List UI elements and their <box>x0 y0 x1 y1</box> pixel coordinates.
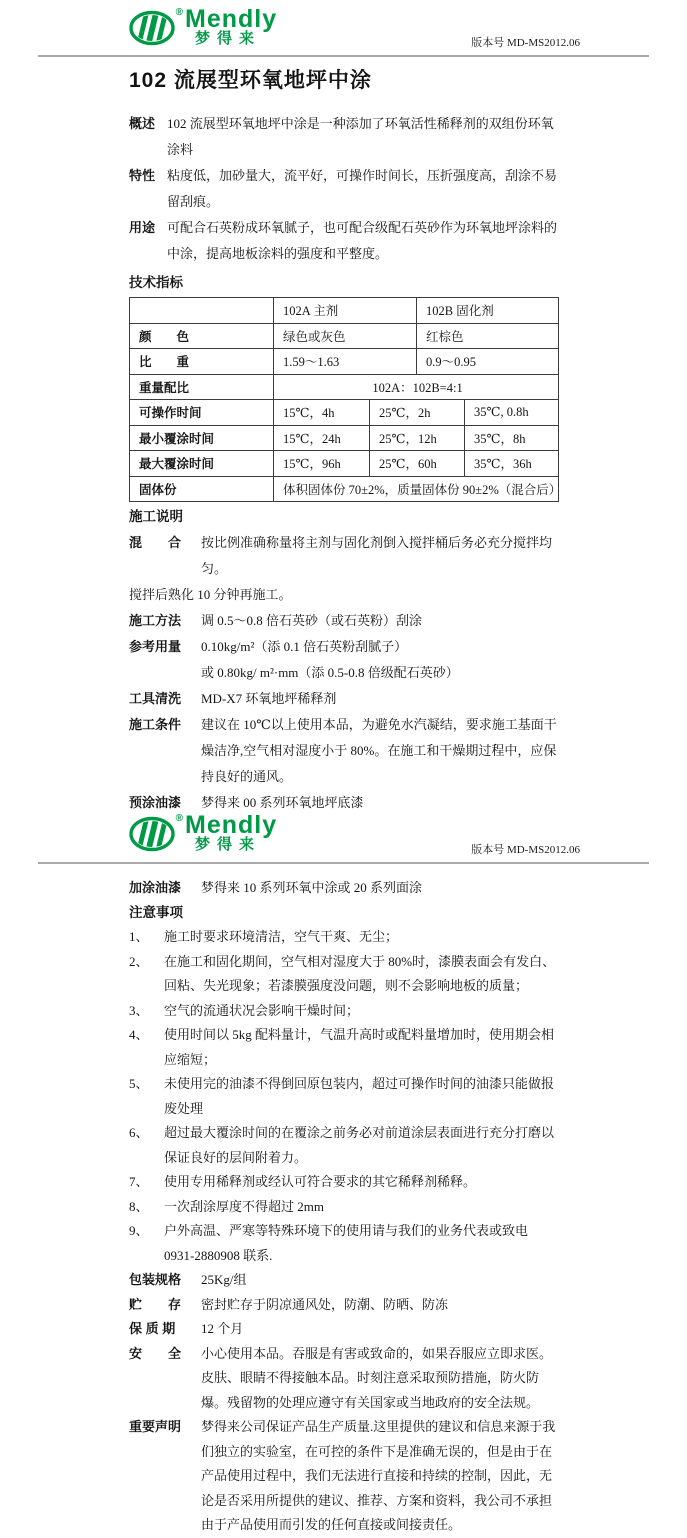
color-a-value: 绿色或灰色 <box>274 323 417 349</box>
version-number: 版本号 MD-MS2012.06 <box>471 844 580 856</box>
packing-label: 包装规格 <box>129 1272 182 1287</box>
shelf-life-text: 12 个月 <box>201 1321 244 1336</box>
brand-name-cn: 梦得来 <box>195 836 262 853</box>
dosage-row <box>129 634 560 686</box>
mixing-continuation: 搅拌后熟化 10 分钟再施工。 <box>129 587 292 602</box>
construction-heading: 施工说明 <box>129 509 183 524</box>
color-b-value: 红棕色 <box>417 323 559 349</box>
disclaimer-label: 重要声明 <box>129 1419 182 1434</box>
solids-label: 固体份 <box>130 476 274 502</box>
packing-text: 25Kg/组 <box>201 1272 247 1287</box>
method-label: 施工方法 <box>129 613 182 628</box>
gravity-label: 比 重 <box>130 349 274 375</box>
ratio-label: 重量配比 <box>130 374 274 400</box>
note-number: 7、 <box>129 1174 149 1189</box>
ratio-value: 102A：102B=4:1 <box>274 374 559 400</box>
shelf-life-label: 保 质 期 <box>129 1321 176 1336</box>
mendly-logo <box>129 811 278 853</box>
max-recoat-label: 最大覆涂时间 <box>130 451 274 477</box>
logo-text <box>185 811 278 853</box>
component-a-header: 102A 主剂 <box>274 298 417 324</box>
usage-text: 可配合石英粉成环氧腻子，也可配合级配石英砂作为环氧地坪涂料的中涂，提高地板涂料的强度和平整度。 <box>167 220 558 261</box>
cleaning-label: 工具清洗 <box>129 691 182 706</box>
precoat-label: 预涂油漆 <box>129 795 182 810</box>
component-b-header: 102B 固化剂 <box>417 298 559 324</box>
notes-list <box>129 925 560 1268</box>
disclaimer-text: 梦得来公司保证产品生产质量.这里提供的建议和信息来源于我们独立的实验室，在可控的条件下是准确无误的，但是由于在产品使用过程中，我们无法进行直接和持续的控制，因此，无论是否采用所提供的建议、推荐、方案和资料，我公司不承担由于产品使用而引发的任何直接或间接责任。 <box>201 1419 556 1532</box>
min-recoat-35c: 35℃，8h <box>465 425 559 451</box>
empty-header-cell <box>130 298 274 324</box>
max-recoat-15c: 15℃，96h <box>274 451 370 477</box>
note-item-2 <box>129 950 560 999</box>
mixing-text: 按比例准确称量将主剂与固化剂倒入搅拌桶后务必充分搅拌均匀。 <box>201 535 553 576</box>
version-number: 版本号 MD-MS2012.06 <box>471 37 580 49</box>
overview-label: 概述 <box>129 116 156 131</box>
storage-text: 密封贮存于阴凉通风处，防潮、防晒、防冻 <box>201 1296 449 1312</box>
packing-row <box>129 1268 560 1293</box>
method-text: 调 0.5～0.8 倍石英砂（或石英粉）刮涂 <box>201 613 423 628</box>
pot-life-label: 可操作时间 <box>130 400 274 426</box>
note-number: 8、 <box>129 1198 149 1214</box>
mixing-row <box>129 530 560 582</box>
note-item-1 <box>129 925 560 950</box>
note-item-9 <box>129 1219 560 1268</box>
page-header <box>0 0 687 55</box>
min-recoat-label: 最小覆涂时间 <box>130 425 274 451</box>
brand-name-en: Mendly <box>185 811 278 839</box>
note-text: 使用时间以 5kg 配料量计，气温升高时或配料量增加时，使用期会相应缩短； <box>164 1027 555 1067</box>
tech-specs-table <box>129 297 562 502</box>
note-item-6 <box>129 1121 560 1170</box>
shelf-life-row <box>129 1317 560 1342</box>
note-number: 4、 <box>129 1027 149 1042</box>
min-recoat-25c: 25℃，12h <box>370 425 465 451</box>
mendly-logo <box>129 5 278 47</box>
precoat-text: 梦得来 00 系列环氧地坪底漆 <box>201 795 364 810</box>
tech-specs-heading: 技术指标 <box>129 275 183 290</box>
features-text: 粘度低，加砂量大，流平好，可操作时间长，压折强度高，刮涂不易留刮痕。 <box>167 168 558 209</box>
page-header <box>0 800 687 862</box>
document-title: 102 流展型环氧地坪中涂 <box>129 69 372 92</box>
features-row <box>129 163 560 215</box>
registered-trademark-icon: ® <box>175 7 183 18</box>
header-divider <box>38 55 649 57</box>
logo-text <box>185 5 278 47</box>
storage-row <box>129 1293 560 1318</box>
cleaning-text: MD-X7 环氧地坪稀释剂 <box>201 691 337 706</box>
note-item-4 <box>129 1023 560 1072</box>
table-row-header <box>130 298 559 324</box>
conditions-row <box>129 712 560 790</box>
pot-life-15c: 15℃，4h <box>274 400 370 426</box>
page-2-content <box>129 876 560 1538</box>
color-label: 颜 色 <box>130 323 274 349</box>
gravity-a-value: 1.59～1.63 <box>274 349 417 375</box>
note-item-8 <box>129 1195 560 1220</box>
table-row-ratio <box>130 374 559 400</box>
note-text: 空气的流通状况会影响干燥时间； <box>164 1002 360 1018</box>
table-row-max-recoat <box>130 451 559 477</box>
header-divider <box>38 862 649 864</box>
pot-life-25c: 25℃，2h <box>370 400 465 426</box>
disclaimer-row <box>129 1415 560 1538</box>
gravity-b-value: 0.9～0.95 <box>417 349 559 375</box>
table-row-min-recoat <box>130 425 559 451</box>
registered-trademark-icon: ® <box>175 813 183 824</box>
conditions-label: 施工条件 <box>129 717 182 732</box>
note-number: 1、 <box>129 929 149 944</box>
features-label: 特性 <box>129 168 156 183</box>
table-row-pot-life <box>130 400 559 426</box>
note-number: 3、 <box>129 1002 149 1018</box>
note-item-7 <box>129 1170 560 1195</box>
min-recoat-15c: 15℃，24h <box>274 425 370 451</box>
note-number: 9、 <box>129 1223 149 1238</box>
solids-value: 体积固体份 70±2%，质量固体份 90±2%（混合后） <box>274 476 559 502</box>
note-text: 一次刮涂厚度不得超过 2mm <box>164 1198 324 1214</box>
dosage-line-2: 或 0.80kg/ m²·mm（添 0.5-0.8 倍级配石英砂） <box>201 665 459 680</box>
intro-section <box>129 111 560 267</box>
note-text: 户外高温、严寒等特殊环境下的使用请与我们的业务代表或致电 0931-2880908 联系. <box>164 1223 529 1263</box>
pot-life-35c: 35℃, 0.8h <box>465 400 559 426</box>
storage-label: 贮 存 <box>129 1296 182 1312</box>
brand-name-en: Mendly <box>185 5 278 33</box>
topcoat-label: 加涂油漆 <box>129 880 182 895</box>
topcoat-text: 梦得来 10 系列环氧中涂或 20 系列面涂 <box>201 880 423 895</box>
table-row-solids <box>130 476 559 502</box>
note-text: 超过最大覆涂时间的在覆涂之前务必对前道涂层表面进行充分打磨以保证良好的层间附着力。 <box>164 1125 555 1165</box>
table-row-gravity <box>130 349 559 375</box>
dosage-line-1: 0.10kg/m²（添 0.1 倍石英粉刮腻子） <box>201 639 408 654</box>
method-row <box>129 608 560 634</box>
note-text: 在施工和固化期间，空气相对湿度大于 80%时，漆膜表面会有发白、回粘、失光现象；若漆膜强度没问题，则不会影响地板的质量； <box>164 953 556 993</box>
notes-heading: 注意事项 <box>129 904 183 920</box>
mendly-logo-icon <box>129 8 181 46</box>
mixing-label: 混 合 <box>129 535 182 550</box>
topcoat-row <box>129 876 560 901</box>
overview-text: 102 流展型环氧地坪中涂是一种添加了环氧活性稀释剂的双组份环氧涂料 <box>167 116 554 157</box>
datasheet-page-2 <box>0 800 687 1535</box>
mendly-logo-icon <box>129 814 181 852</box>
note-text: 使用专用稀释剂或经认可符合要求的其它稀释剂稀释。 <box>164 1174 477 1189</box>
conditions-text: 建议在 10℃以上使用本品，为避免水汽凝结，要求施工基面干燥洁净,空气相对湿度小于 80%。在施工和干燥期过程中，应保持良好的通风。 <box>201 717 557 784</box>
max-recoat-25c: 25℃，60h <box>370 451 465 477</box>
usage-label: 用途 <box>129 220 156 235</box>
safety-text: 小心使用本品。吞服是有害或致命的，如果吞服应立即求医。皮肤、眼睛不得接触本品。时刻注意采取预防措施，防火防爆。残留物的处理应遵守有关国家或当地政府的安全法规。 <box>201 1345 553 1410</box>
dosage-label: 参考用量 <box>129 639 182 654</box>
brand-name-cn: 梦得来 <box>195 30 262 47</box>
overview-row <box>129 111 560 163</box>
max-recoat-35c: 35℃，36h <box>465 451 559 477</box>
page-1-content <box>129 66 560 816</box>
safety-row <box>129 1342 560 1416</box>
note-number: 5、 <box>129 1076 149 1091</box>
note-text: 施工时要求环境清洁，空气干爽、无尘； <box>164 929 399 944</box>
note-number: 2、 <box>129 953 149 969</box>
table-row-color <box>130 323 559 349</box>
usage-row <box>129 215 560 267</box>
note-number: 6、 <box>129 1125 149 1140</box>
cleaning-row <box>129 686 560 712</box>
note-item-5 <box>129 1072 560 1121</box>
safety-label: 安 全 <box>129 1345 182 1361</box>
note-item-3 <box>129 999 560 1024</box>
dosage-text <box>201 634 560 686</box>
note-text: 未使用完的油漆不得倒回原包装内，超过可操作时间的油漆只能做报废处理 <box>164 1076 555 1116</box>
